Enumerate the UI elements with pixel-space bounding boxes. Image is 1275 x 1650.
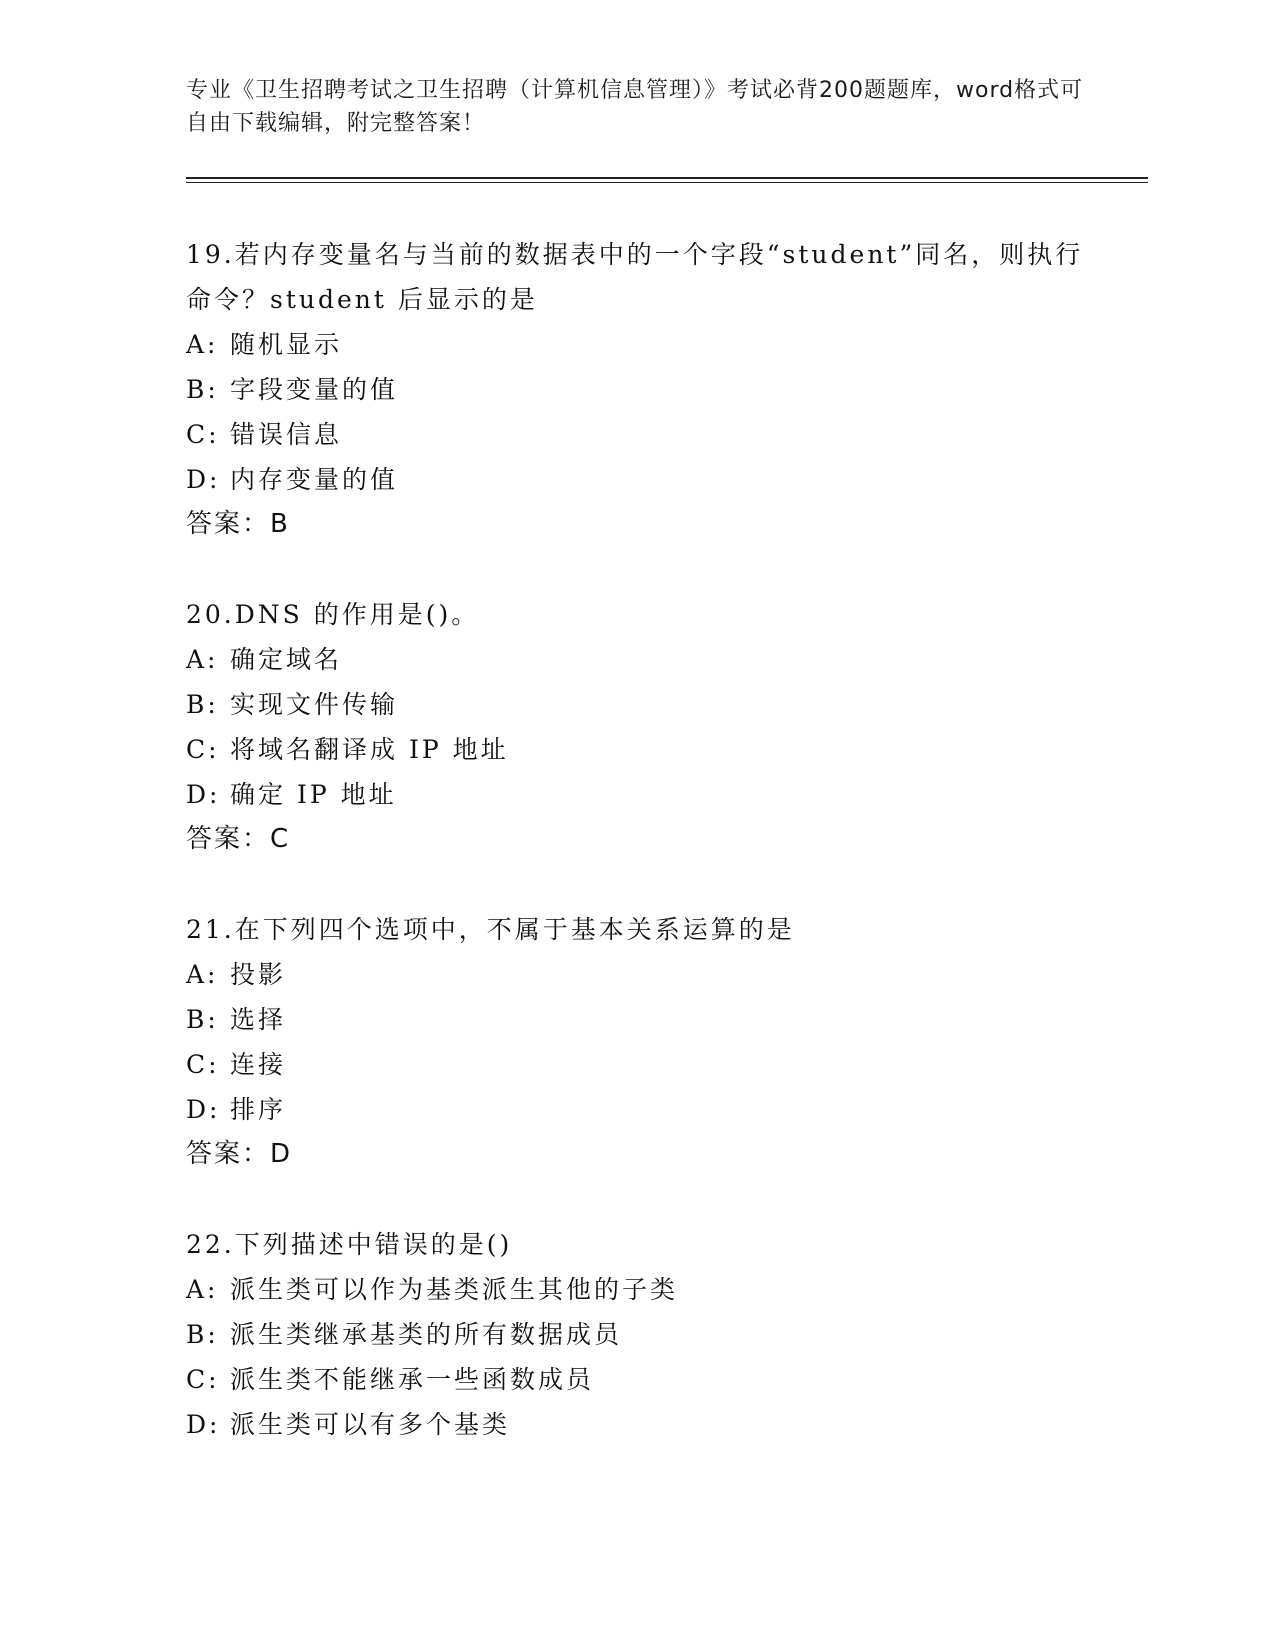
option-letter: C:: [186, 1365, 220, 1394]
option-c: [186, 1357, 1086, 1402]
option-text: 派生类继承基类的所有数据成员: [230, 1320, 623, 1349]
question-stem: 21.在下列四个选项中，不属于基本关系运算的是: [186, 915, 795, 944]
option-text: 派生类可以有多个基类: [230, 1410, 511, 1439]
option-text: 字段变量的值: [230, 375, 399, 404]
option-letter: D:: [186, 465, 221, 494]
option-letter: A:: [186, 645, 219, 674]
option-text: 投影: [230, 960, 287, 989]
option-b: [186, 997, 1086, 1042]
question-22: [186, 1222, 1086, 1447]
option-letter: C:: [186, 735, 220, 764]
option-d: [186, 1402, 1086, 1447]
option-d: [186, 1087, 1086, 1132]
option-letter: D:: [186, 1095, 221, 1124]
option-letter: C:: [186, 420, 220, 449]
question-stem: 19.若内存变量名与当前的数据表中的一个字段“student”同名，则执行命令？student 后显示的是: [186, 240, 1084, 314]
option-text: 连接: [230, 1050, 287, 1079]
option-letter: B:: [186, 375, 219, 404]
answer-line: 答案：D: [186, 1139, 293, 1169]
option-b: [186, 1312, 1086, 1357]
option-letter: B:: [186, 1005, 219, 1034]
option-a: [186, 952, 1086, 997]
option-text: 确定域名: [230, 645, 343, 674]
option-letter: D:: [186, 1410, 221, 1439]
question-stem: 22.下列描述中错误的是(): [186, 1230, 513, 1259]
question-19: [186, 232, 1086, 547]
question-list: [186, 232, 1086, 1492]
option-letter: A:: [186, 330, 219, 359]
option-text: 派生类不能继承一些函数成员: [230, 1365, 595, 1394]
option-text: 选择: [230, 1005, 287, 1034]
option-text: 内存变量的值: [230, 465, 399, 494]
question-stem: 20.DNS 的作用是()。: [186, 600, 480, 629]
option-letter: D:: [186, 780, 221, 809]
option-letter: A:: [186, 1275, 219, 1304]
question-20: [186, 592, 1086, 862]
option-d: [186, 457, 1086, 502]
answer-line: 答案：B: [186, 509, 290, 539]
option-text: 确定 IP 地址: [230, 780, 397, 809]
answer-line: 答案：C: [186, 824, 291, 854]
document-header: 专业《卫生招聘考试之卫生招聘（计算机信息管理）》考试必背200题题库，word格式可自由下载编辑，附完整答案！: [186, 78, 1084, 136]
option-letter: C:: [186, 1050, 220, 1079]
option-letter: B:: [186, 1320, 219, 1349]
option-b: [186, 682, 1086, 727]
header-divider-thick: [186, 177, 1148, 179]
option-text: 随机显示: [230, 330, 343, 359]
option-text: 实现文件传输: [230, 690, 399, 719]
option-d: [186, 772, 1086, 817]
option-b: [186, 367, 1086, 412]
question-21: [186, 907, 1086, 1177]
option-text: 将域名翻译成 IP 地址: [230, 735, 509, 764]
option-text: 派生类可以作为基类派生其他的子类: [230, 1275, 679, 1304]
option-letter: B:: [186, 690, 219, 719]
option-c: [186, 1042, 1086, 1087]
option-c: [186, 727, 1086, 772]
option-a: [186, 637, 1086, 682]
option-a: [186, 1267, 1086, 1312]
header-divider-thin: [186, 182, 1148, 183]
option-c: [186, 412, 1086, 457]
option-letter: A:: [186, 960, 219, 989]
option-text: 错误信息: [230, 420, 343, 449]
option-a: [186, 322, 1086, 367]
option-text: 排序: [230, 1095, 287, 1124]
